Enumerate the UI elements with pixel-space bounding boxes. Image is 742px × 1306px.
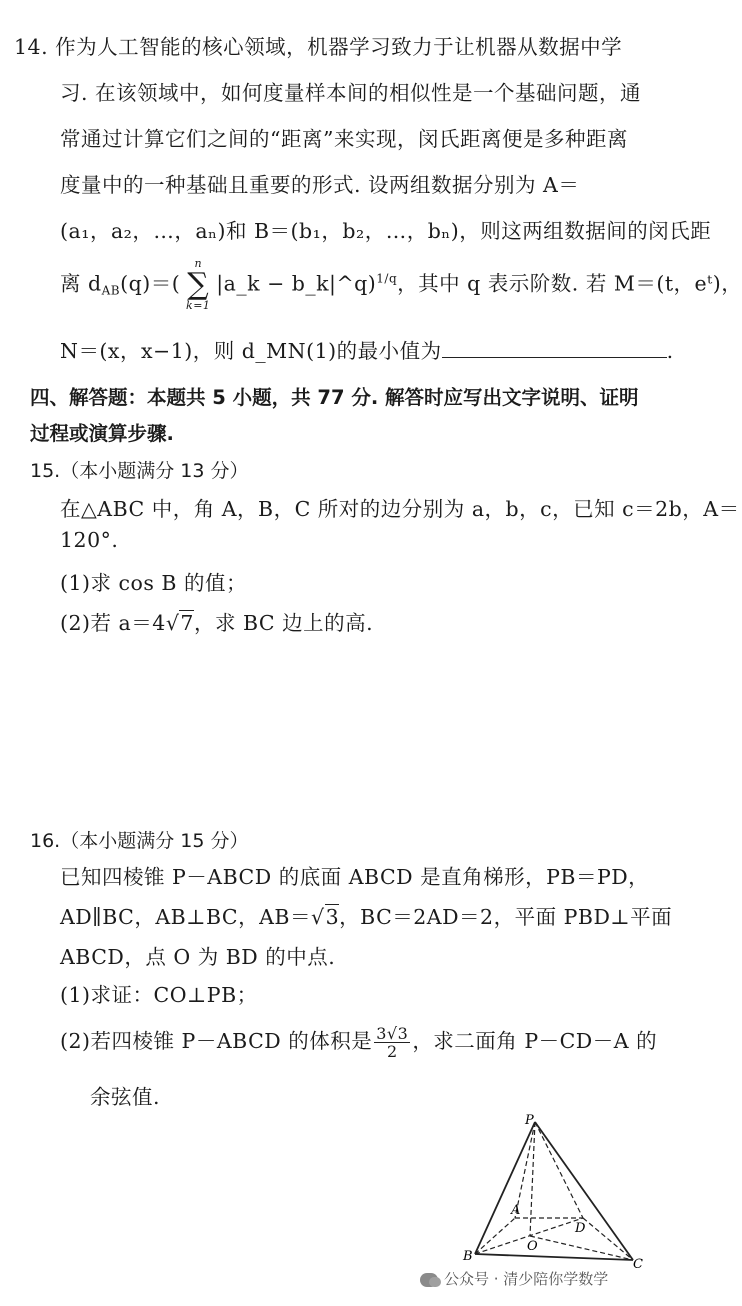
label-D: D bbox=[575, 1221, 586, 1236]
q14-line-6-formula: 离 $d_{AB}(q)=$( n ∑ k=1 |a_k − b_k|^q)$^{1/q}$，其中 q 表示阶数. 若 M＝(t，eᵗ)， bbox=[60, 257, 742, 312]
label-B: B bbox=[463, 1249, 473, 1264]
wechat-icon bbox=[420, 1273, 438, 1287]
q14-line-1: 14. 作为人工智能的核心领域，机器学习致力于让机器从数据中学 bbox=[14, 35, 623, 59]
section-heading-cont: 过程或演算步骤. bbox=[30, 422, 174, 445]
q14-line-4: 度量中的一种基础且重要的形式. 设两组数据分别为 A＝ bbox=[60, 173, 580, 197]
q16-part-2-cont: 余弦值. bbox=[90, 1085, 161, 1109]
q15-part-1: (1)求 cos B 的值； bbox=[60, 571, 247, 595]
answer-blank bbox=[442, 339, 667, 358]
q14-line-7: N＝(x，x−1)，则 d_MN(1)的最小值为 . bbox=[60, 339, 674, 363]
section-heading: 四、解答题：本题共 5 小题，共 77 分. 解答时应写出文字说明、证明 bbox=[30, 386, 639, 409]
volume-fraction: $\frac{3√3}{2}$ bbox=[376, 1024, 409, 1061]
pyramid-figure bbox=[455, 1110, 660, 1280]
label-O: O bbox=[527, 1239, 538, 1254]
q15-part-2: (2)若 a＝4√7，求 BC 边上的高. bbox=[60, 611, 374, 635]
q16-header: 16.（本小题满分 15 分） bbox=[30, 830, 249, 852]
q15-line-2: 120°. bbox=[60, 528, 119, 552]
label-P: P bbox=[525, 1113, 534, 1128]
q14-line-3: 常通过计算它们之间的“距离”来实现，闵氏距离便是多种距离 bbox=[60, 127, 628, 151]
q14-line-5: (a₁，a₂，…，aₙ)和 B＝(b₁，b₂，…，bₙ)，则这两组数据间的闵氏距 bbox=[60, 219, 712, 243]
q16-line-3: ABCD，点 O 为 BD 的中点. bbox=[60, 945, 336, 969]
summation-symbol: n ∑ k=1 bbox=[186, 257, 211, 312]
wechat-watermark: 公众号 · 清少陪你学数学 bbox=[420, 1268, 608, 1289]
label-C: C bbox=[633, 1257, 643, 1272]
q16-part-2: (2)若四棱锥 P－ABCD 的体积是 $\frac{3√3}{2}$ ，求二面角 P－CD－A 的 bbox=[60, 1024, 658, 1061]
q15-header: 15.（本小题满分 13 分） bbox=[30, 460, 249, 482]
q16-part-1: (1)求证：CO⊥PB； bbox=[60, 983, 258, 1007]
q16-line-2: AD∥BC，AB⊥BC，AB＝√3，BC＝2AD＝2，平面 PBD⊥平面 bbox=[60, 905, 673, 929]
q16-line-1: 已知四棱锥 P－ABCD 的底面 ABCD 是直角梯形，PB＝PD， bbox=[60, 865, 650, 889]
q15-line-1: 在△ABC 中，角 A，B，C 所对的边分别为 a，b，c，已知 c＝2b，A＝ bbox=[60, 497, 740, 521]
q14-line-2: 习. 在该领域中，如何度量样本间的相似性是一个基础问题，通 bbox=[60, 81, 642, 105]
label-A: A bbox=[511, 1203, 521, 1218]
